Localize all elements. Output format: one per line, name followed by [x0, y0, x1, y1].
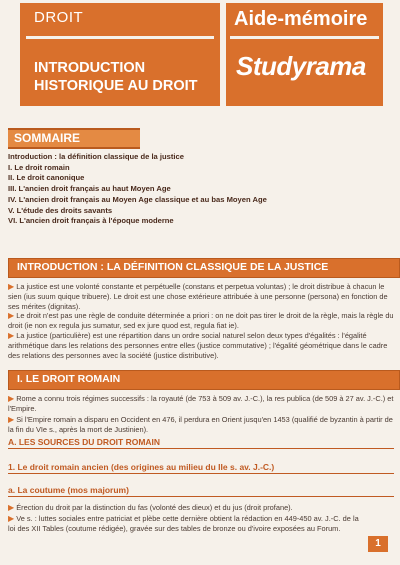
- header-divider: [26, 36, 214, 39]
- intro-p3-text: La justice (particulière) est une répartition dans un ordre social naturel selon deux types d'égalités : l'égalité arithmétique dans les relations des personnes entre elles (justice commutative) ; l'égalité géométrique dans le cadre des relations des personnes avec la société (justice distributive).: [8, 331, 388, 360]
- bullet-triangle-icon: ▶: [8, 282, 15, 291]
- header-left-block: [20, 3, 220, 106]
- bullet-triangle-icon: ▶: [8, 415, 15, 424]
- intro-paragraph-3: [8, 331, 394, 360]
- title-line-2: HISTORIQUE AU DROIT: [34, 78, 198, 94]
- intro-paragraph-1: [8, 282, 394, 311]
- toc-item[interactable]: Introduction : la définition classique de la justice: [8, 152, 184, 161]
- droit-romain-paragraph-4: [8, 514, 364, 534]
- bullet-triangle-icon: ▶: [8, 514, 15, 523]
- sommaire-label: SOMMAIRE: [14, 131, 80, 145]
- dr-p3-text: Érection du droit par la distinction du fas (volonté des dieux) et du jus (droit profane).: [16, 503, 293, 512]
- droit-romain-paragraph-2: [8, 415, 394, 435]
- sommaire-heading: [8, 128, 140, 149]
- toc-item[interactable]: VI. L'ancien droit français à l'époque moderne: [8, 216, 174, 226]
- droit-romain-ancien-subheading: 1. Le droit romain ancien (des origines au milieu du IIe s. av. J.-C.): [8, 462, 394, 474]
- droit-romain-heading: I. LE DROIT ROMAIN: [17, 373, 121, 385]
- sources-subheading: A. LES SOURCES DU DROIT ROMAIN: [8, 437, 394, 449]
- dr-p2-text: Si l'Empire romain a disparu en Occident en 476, il perdura en Orient jusqu'en 1453 (qualifié de byzantin à partir de la fin du VIe s., après la mort de Justinien).: [8, 415, 393, 434]
- intro-p2-text: Le droit n'est pas une règle de conduite déterminée a priori : on ne doit pas tirer le droit de la règle, mais la règle du droit (ie non ex regula jus sumatur, sed ex jure quod est, regula fiat ie).: [8, 311, 394, 330]
- intro-heading: INTRODUCTION : LA DÉFINITION CLASSIQUE DE LA JUSTICE: [17, 261, 329, 273]
- series-label: Aide-mémoire: [234, 8, 368, 30]
- dr-p4-text: Ve s. : luttes sociales entre patriciat et plèbe cette dernière obtient la rédaction en 449-450 av. J.-C. de la loi des XII Tables (coutume rédigée), gravée sur des tables de bronze ou d'ivoire exposées au Forum.: [8, 514, 359, 533]
- toc-item[interactable]: IV. L'ancien droit français au Moyen Age classique et au bas Moyen Age: [8, 194, 267, 204]
- brand-logo: Studyrama: [236, 51, 366, 81]
- bullet-triangle-icon: ▶: [8, 394, 15, 403]
- page-number-badge: 1: [368, 536, 388, 552]
- toc-item[interactable]: V. L'étude des droits savants: [8, 205, 113, 215]
- toc-item[interactable]: II. Le droit canonique: [8, 173, 85, 183]
- bullet-triangle-icon: ▶: [8, 331, 15, 340]
- document-title: [34, 59, 198, 95]
- bullet-triangle-icon: ▶: [8, 503, 15, 512]
- title-line-1: INTRODUCTION: [34, 60, 146, 76]
- table-of-contents: [8, 152, 393, 227]
- droit-romain-section-bar: [8, 370, 400, 390]
- bullet-triangle-icon: ▶: [8, 311, 15, 320]
- page-header: [0, 0, 400, 120]
- coutume-subheading: a. La coutume (mos majorum): [8, 485, 394, 497]
- header-right-block: [226, 3, 383, 106]
- toc-item[interactable]: I. Le droit romain: [8, 162, 70, 172]
- droit-romain-paragraph-3: [8, 503, 394, 513]
- intro-paragraph-2: [8, 311, 394, 331]
- dr-p1-text: Rome a connu trois régimes successifs : la royauté (de 753 à 509 av. J.-C.), la res publica (de 509 à 27 av. J.-C.) et l'Empire.: [8, 394, 394, 413]
- droit-romain-paragraph-1: [8, 394, 394, 414]
- toc-item[interactable]: III. L'ancien droit français au haut Moyen Age: [8, 184, 171, 194]
- intro-p1-text: La justice est une volonté constante et perpétuelle (constans et perpetua voluntas) ; le droit distribue à chacun le sien (ius suum quique tribuere). Le droit est une chose extérieure attribuée à une personne (persona) en fonction de ses mérites (dignitas).: [8, 282, 388, 311]
- intro-section-bar: [8, 258, 400, 278]
- header-divider-right: [230, 36, 379, 39]
- category-label: DROIT: [34, 9, 84, 26]
